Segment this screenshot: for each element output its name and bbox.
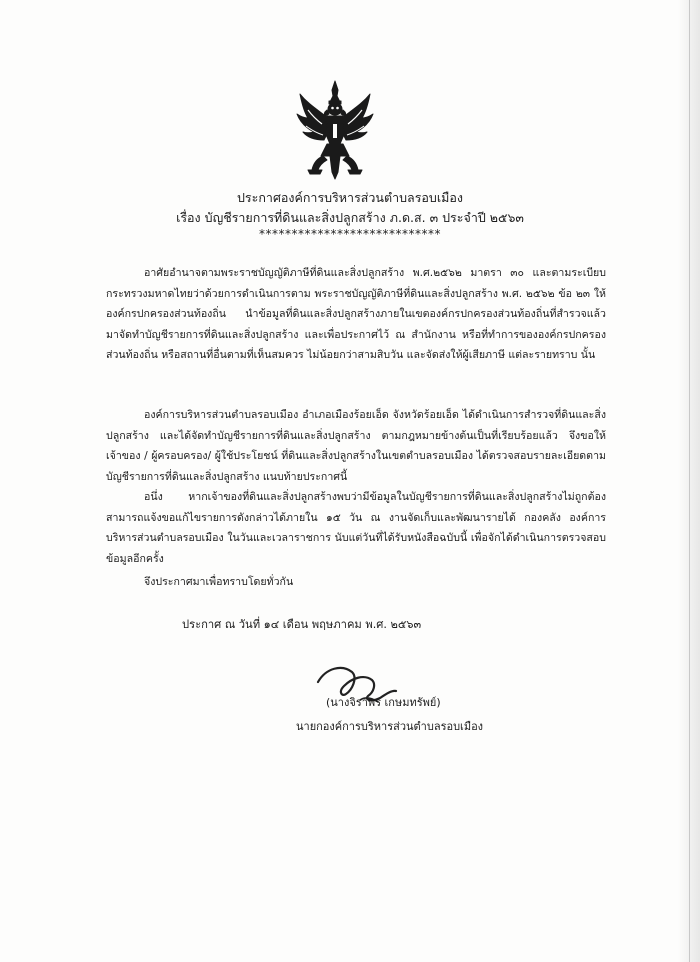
garuda-emblem-icon	[294, 80, 376, 180]
header-separator: ****************************	[259, 227, 441, 241]
paragraph-closing: จึงประกาศมาเพื่อทราบโดยทั่วกัน	[144, 576, 294, 588]
paragraph-correction-request: อนึ่ง หากเจ้าของที่ดินและสิ่งปลูกสร้างพบว่ามีข้อมูลในบัญชีรายการที่ดินและสิ่งปลูกสร้างไม่ถูกต้อง สามารถแจ้งขอแก้ไขรายการดังกล่าวได้ภายใน ๑๕ วัน ณ งานจัดเก็บและพัฒนารายได้ กองคลัง องค์การบริหารส่วนตำบลรอบเมือง ในวันและเวลาราชการ นับแต่วันที่ได้รับหนังสือฉบับนี้ เพื่อจักได้ดำเนินการตรวจสอบข้อมูลอีกครั้ง	[106, 491, 606, 565]
signer-name: (นางจิราพร เกษมทรัพย์)	[326, 696, 441, 709]
page-edge-line	[689, 0, 690, 962]
paragraph-legal-basis: อาศัยอำนาจตามพระราชบัญญัติภาษีที่ดินและสิ่งปลูกสร้าง พ.ศ.๒๕๖๒ มาตรา ๓๐ และตามระเบียบกระทรวงมหาดไทยว่าด้วยการดำเนินการตาม พระราชบัญญัติภาษีที่ดินและสิ่งปลูกสร้าง พ.ศ. ๒๕๖๒ ข้อ ๒๓ ให้องค์กรปกครองส่วนท้องถิ่น นำข้อมูลที่ดินและสิ่งปลูกสร้างภายในเขตองค์กรปกครองส่วนท้องถิ่นที่สำรวจแล้ว มาจัดทำบัญชีรายการที่ดินและสิ่งปลูกสร้าง และเพื่อประกาศไว้ ณ สำนักงาน หรือที่ทำการขององค์กรปกครองส่วนท้องถิ่น หรือสถานที่อื่นตามที่เห็นสมควร ไม่น้อยกว่าสามสิบวัน และจัดส่งให้ผู้เสียภาษี แต่ละรายทราบ นั้น	[106, 267, 606, 361]
paragraph-survey-notice: องค์การบริหารส่วนตำบลรอบเมือง อำเภอเมืองร้อยเอ็ด จังหวัดร้อยเอ็ด ได้ดำเนินการสำรวจที่ดินและสิ่งปลูกสร้าง และได้จัดทำบัญชีรายการที่ดินและสิ่งปลูกสร้าง ตามกฎหมายข้างต้นเป็นที่เรียบร้อยแล้ว จึงขอให้เจ้าของ / ผู้ครอบครอง/ ผู้ใช้ประโยชน์ ที่ดินและสิ่งปลูกสร้างในเขตตำบลรอบเมือง ได้ตรวจสอบรายละเอียดตามบัญชีรายการที่ดินและสิ่งปลูกสร้าง แนบท้ายประกาศนี้	[106, 409, 606, 483]
announcement-date: ประกาศ ณ วันที่ ๑๔ เดือน พฤษภาคม พ.ศ. ๒๕๖๓	[182, 618, 422, 631]
announcement-issuer: ประกาศองค์การบริหารส่วนตำบลรอบเมือง	[237, 190, 463, 205]
announcement-subject: เรื่อง บัญชีรายการที่ดินและสิ่งปลูกสร้าง ภ.ด.ส. ๓ ประจำปี ๒๕๖๓	[176, 210, 524, 225]
signer-title: นายกองค์การบริหารส่วนตำบลรอบเมือง	[296, 720, 484, 733]
